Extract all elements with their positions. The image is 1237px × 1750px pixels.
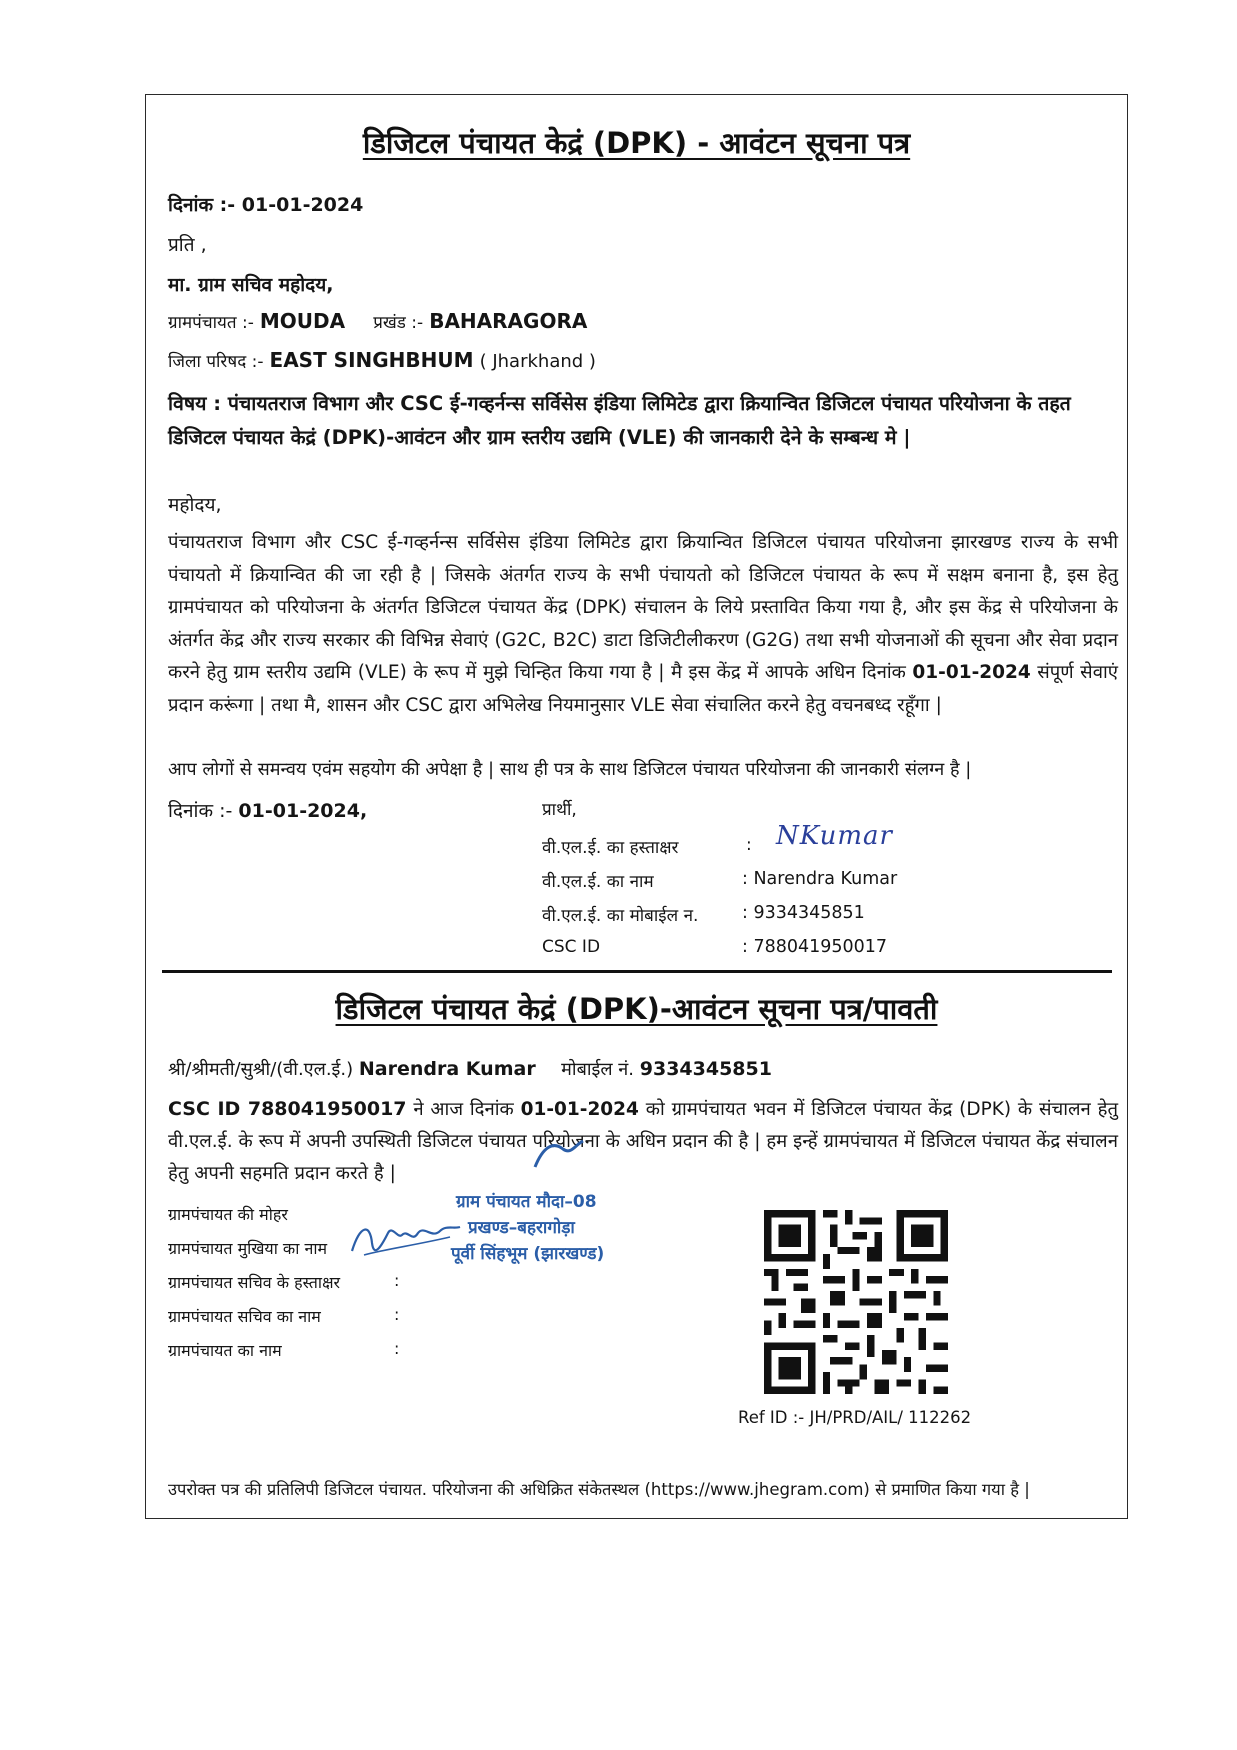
receipt-text-part1: ने आज दिनांक bbox=[413, 1099, 514, 1120]
state-value: ( Jharkhand ) bbox=[479, 351, 596, 372]
sign-date bbox=[168, 797, 367, 823]
addressee: मा. ग्राम सचिव महोदय, bbox=[168, 274, 334, 296]
receipt-csc-id: CSC ID 788041950017 bbox=[168, 1098, 407, 1120]
vle-sign-colon: : bbox=[746, 835, 752, 855]
salutation: महोदय, bbox=[168, 494, 222, 516]
block-value: BAHARAGORA bbox=[429, 309, 588, 333]
body-part1: पंचायतराज विभाग और CSC ई-गव्हर्नन्स सर्विसेस इंडिया लिमिटेड द्वारा क्रियान्वित डिजिटल पंचायत परियोजना झारखण्ड राज्य के सभी पंचायतो में क्रियान्वित की जा रही है | जिसके अंतर्गत राज्य के सभी पंचायतो को डिजिटल पंचायत के रूप में सक्षम बनाना है, इस हेतु ग्रामपंचायत को परियोजना के अंतर्गत डिजिटल पंचायत केंद्र (DPK) संचालन के लिये प्रस्तावित किया गया है, और इस केंद्र से परियोजना के अंतर्गत केंद्र और राज्य सरकार की विभिन्न सेवाएं (G2C, B2C) डाटा डिजिटीलीकरण (G2G) तथा सभी योजनाओं की सूचना और सेवा प्रदान करने हेतु ग्राम स्तरीय उद्यमि (VLE) के रूप में मुझे चिन्हित किया गया है | मै इस केंद्र में आपके अधिन दिनांक bbox=[168, 532, 1118, 683]
section-divider bbox=[162, 970, 1112, 973]
head-name-label: ग्रामपंचायत मुखिया का नाम bbox=[168, 1239, 328, 1258]
applicant: प्रार्थी, bbox=[542, 800, 577, 820]
body-part2: संपूर्ण सेवाएं प्रदान करूंगा | तथा मै, शासन और CSC द्वारा अभिलेख नियमानुसार VLE सेवा संचालित करने हेतु वचनबध्द रहूँगा | bbox=[168, 662, 1119, 716]
seal-label: ग्रामपंचायत की मोहर bbox=[168, 1205, 288, 1224]
letter-frame bbox=[145, 94, 1128, 1519]
person-prefix: श्री/श्रीमती/सुश्री/(वी.एल.ई.) bbox=[168, 1059, 354, 1080]
csc-id-value: : 788041950017 bbox=[742, 937, 888, 957]
secretary-sign-colon: : bbox=[394, 1271, 400, 1290]
receipt-text-part2: को ग्रामपंचायत भवन में डिजिटल पंचायत केंद्र (DPK) के संचालन हेतु वी.एल.ई. के रूप में अपनी उपस्थिती डिजिटल पंचायत परियोजना के अधिन प्रदान की है | हम इन्हें ग्रामपंचायत में डिजिटल पंचायत केंद्र संचालन हेतु अपनी सहमति प्रदान करते है | bbox=[168, 1099, 1118, 1184]
ref-id: Ref ID :- JH/PRD/AIL/ 112262 bbox=[738, 1408, 972, 1427]
mobile-value: 9334345851 bbox=[639, 1058, 772, 1080]
receipt-person-line bbox=[168, 1057, 772, 1081]
body-paragraph bbox=[168, 527, 1118, 722]
to-line: प्रति , bbox=[168, 234, 207, 256]
closing-paragraph: आप लोगों से समन्वय एवंम सहयोग की अपेक्षा है | साथ ही पत्र के साथ डिजिटल पंचायत परियोजना की जानकारी संलग्न है | bbox=[168, 759, 972, 780]
panchayat-name-colon: : bbox=[394, 1339, 400, 1358]
letter-title: डिजिटल पंचायत केद्रं (DPK) - आवंटन सूचना पत्र bbox=[362, 126, 911, 160]
vle-sign-label: वी.एल.ई. का हस्ताक्षर bbox=[542, 838, 679, 858]
receipt-text-date: 01-01-2024 bbox=[520, 1099, 639, 1120]
panchayat-value: MOUDA bbox=[259, 309, 346, 333]
receipt-paragraph bbox=[168, 1093, 1118, 1190]
csc-id-label: CSC ID bbox=[542, 937, 601, 957]
vle-signature: NKumar bbox=[776, 821, 893, 851]
vle-mobile-label: वी.एल.ई. का मोबाईल न. bbox=[542, 906, 699, 926]
district-line bbox=[168, 348, 596, 372]
date-value: 01-01-2024 bbox=[241, 194, 364, 216]
mukhiya-signature bbox=[346, 1215, 466, 1265]
footer-note: उपरोक्त पत्र की प्रतिलिपी डिजिटल पंचायत. परियोजना की अधिक्रित संकेतस्थल (https://www.jhegram.com) से प्रमाणित किया गया है | bbox=[168, 1480, 1030, 1499]
date-label: दिनांक :- bbox=[168, 194, 236, 216]
vle-name-label: वी.एल.ई. का नाम bbox=[542, 872, 654, 892]
panchayat-label: ग्रामपंचायत :- bbox=[168, 313, 254, 333]
stamp-line3: पूर्वी सिंहभूम (झारखण्ड) bbox=[451, 1244, 605, 1264]
sign-date-label: दिनांक :- bbox=[168, 800, 233, 822]
district-label: जिला परिषद :- bbox=[168, 352, 264, 372]
qr-code-icon bbox=[764, 1210, 948, 1394]
vle-name-value: : Narendra Kumar bbox=[742, 869, 898, 889]
receipt-title: डिजिटल पंचायत केद्रं (DPK)-आवंटन सूचना पत्र/पावती bbox=[335, 992, 938, 1026]
person-name: Narendra Kumar bbox=[358, 1058, 536, 1080]
secretary-sign-label: ग्रामपंचायत सचिव के हस्ताक्षर bbox=[168, 1273, 341, 1292]
mobile-label: मोबाईल नं. bbox=[561, 1059, 635, 1080]
vle-mobile-value: : 9334345851 bbox=[742, 903, 865, 923]
subject: विषय : पंचायतराज विभाग और CSC ई-गव्हर्नन्स सर्विसेस इंडिया लिमिटेड द्वारा क्रियान्वित डिजिटल पंचायत परियोजना के तहत डिजिटल पंचायत केद्रं (DPK)-आवंटन और ग्राम स्तरीय उद्यमि (VLE) की जानकारी देने के सम्बन्ध मे | bbox=[168, 392, 1071, 449]
panchayat-name-label: ग्रामपंचायत का नाम bbox=[168, 1341, 282, 1360]
stamp-mark bbox=[529, 1135, 589, 1175]
stamp-line2: प्रखण्ड–बहरागोड़ा bbox=[468, 1218, 575, 1238]
sign-date-value: 01-01-2024, bbox=[238, 800, 368, 822]
panchayat-block-line bbox=[168, 309, 587, 333]
block-label: प्रखंड :- bbox=[373, 313, 424, 333]
letter-date bbox=[168, 191, 363, 217]
secretary-name-colon: : bbox=[394, 1305, 400, 1324]
district-value: EAST SINGHBHUM bbox=[269, 348, 474, 372]
body-date: 01-01-2024 bbox=[912, 662, 1031, 683]
secretary-name-label: ग्रामपंचायत सचिव का नाम bbox=[168, 1307, 321, 1326]
stamp-line1: ग्राम पंचायत मौदा–08 bbox=[456, 1192, 597, 1212]
